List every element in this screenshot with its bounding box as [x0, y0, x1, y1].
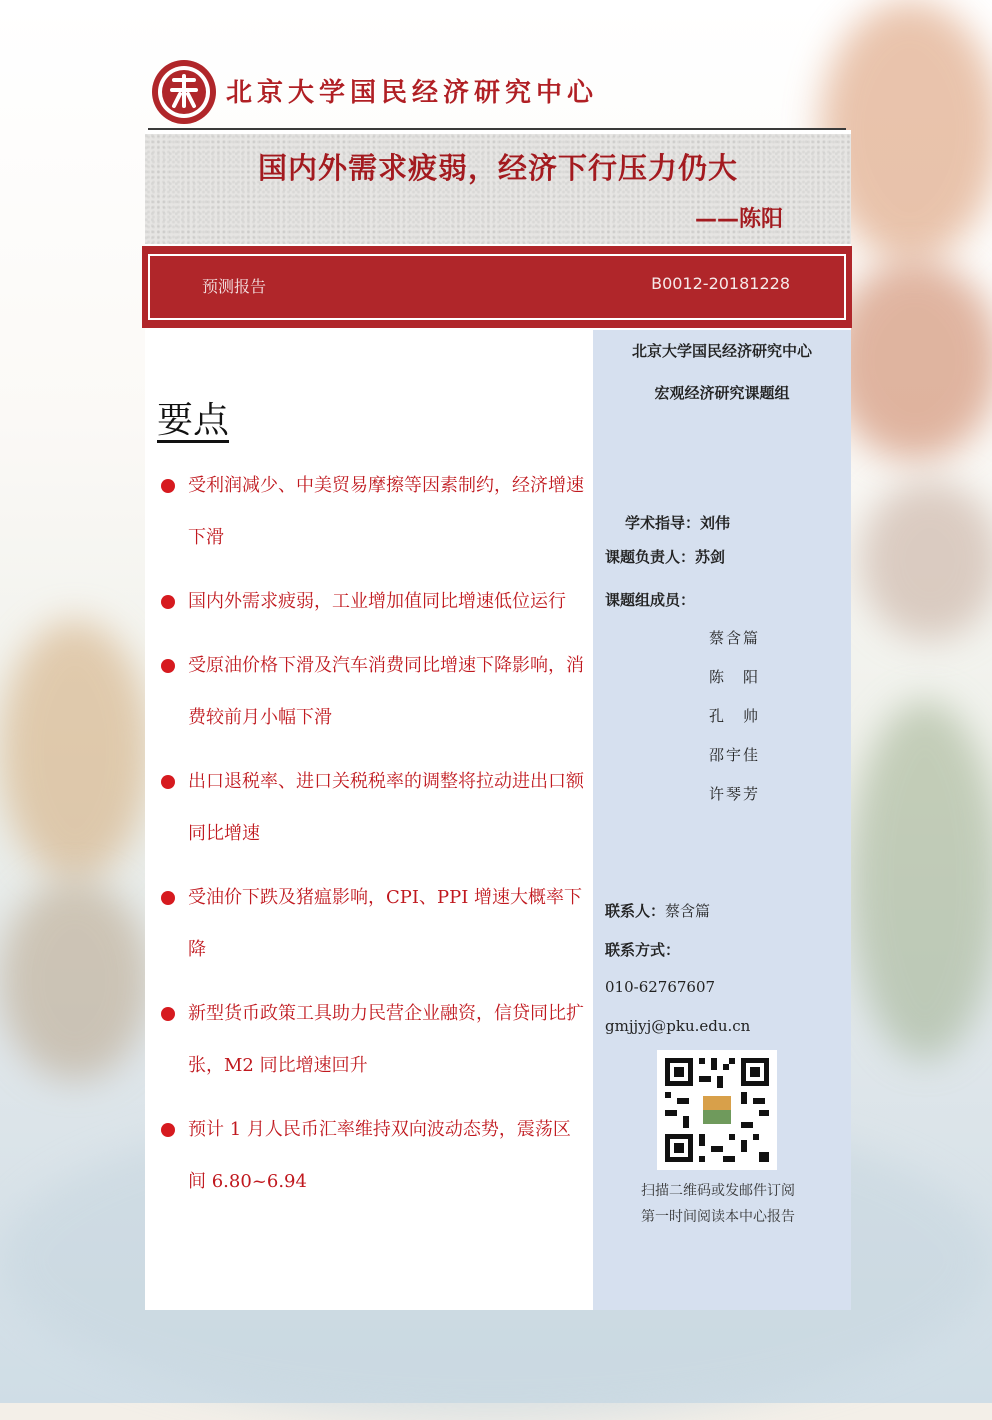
key-points-list: [155, 460, 585, 1220]
qr-code-icon: [657, 1050, 777, 1170]
report-code: B0012-20181228: [651, 274, 790, 293]
member-name: 陈 阳: [709, 668, 761, 686]
university-seal-logo: [150, 58, 218, 126]
member-name: 邵宇佳: [709, 746, 761, 764]
member-name: 蔡含篇: [709, 629, 761, 647]
title-band: [145, 134, 851, 244]
header-divider: [148, 128, 846, 130]
qr-caption-line-2: 第一时间阅读本中心报告: [641, 1209, 795, 1225]
qr-caption-line-1: 扫描二维码或发邮件订阅: [641, 1183, 795, 1199]
key-point-item: 国内外需求疲弱，工业增加值同比增速低位运行: [155, 576, 585, 628]
sidebar-org: 北京大学国民经济研究中心: [631, 342, 812, 360]
contact-line: 联系人：蔡含篇: [605, 902, 711, 920]
key-point-item: 新型货币政策工具助力民营企业融资，信贷同比扩张，M2 同比增速回升: [155, 988, 585, 1092]
bullet-dot-icon: [161, 479, 175, 493]
member-name: 孔 帅: [709, 707, 761, 725]
contact-method-label: 联系方式：: [605, 941, 681, 959]
key-point-item: 出口退税率、进口关税税率的调整将拉动进出口额同比增速: [155, 756, 585, 860]
report-title: 国内外需求疲弱，经济下行压力仍大: [257, 151, 738, 185]
key-point-item: 受原油价格下滑及汽车消费同比增速下降影响，消费较前月小幅下滑: [155, 640, 585, 744]
bullet-dot-icon: [161, 659, 175, 673]
contact-email[interactable]: gmjjyj@pku.edu.cn: [605, 1017, 751, 1035]
key-point-item: 受利润减少、中美贸易摩擦等因素制约，经济增速下滑: [155, 460, 585, 564]
bullet-dot-icon: [161, 1007, 175, 1021]
report-info-frame: [148, 254, 846, 320]
key-points-heading: 要点: [157, 400, 230, 441]
key-point-item: 受油价下跌及猪瘟影响，CPI、PPI 增速大概率下降: [155, 872, 585, 976]
org-title: 北京大学国民经济研究中心: [226, 78, 599, 108]
report-author: ——陈阳: [694, 207, 783, 232]
bullet-dot-icon: [161, 891, 175, 905]
info-sidebar: [593, 330, 851, 1310]
leader-line: 课题负责人：苏剑: [605, 548, 726, 566]
bullet-dot-icon: [161, 775, 175, 789]
report-type: 预测报告: [202, 277, 267, 296]
report-info-band: [142, 246, 852, 328]
sidebar-group: 宏观经济研究课题组: [654, 384, 790, 402]
bullet-dot-icon: [161, 1123, 175, 1137]
contact-phone: 010-62767607: [605, 978, 716, 996]
members-label: 课题组成员：: [605, 591, 696, 609]
bullet-dot-icon: [161, 595, 175, 609]
member-name: 许琴芳: [709, 785, 761, 803]
key-point-item: 预计 1 月人民币汇率维持双向波动态势，震荡区间 6.80~6.94: [155, 1104, 585, 1208]
advisor-line: 学术指导：刘伟: [625, 514, 731, 532]
